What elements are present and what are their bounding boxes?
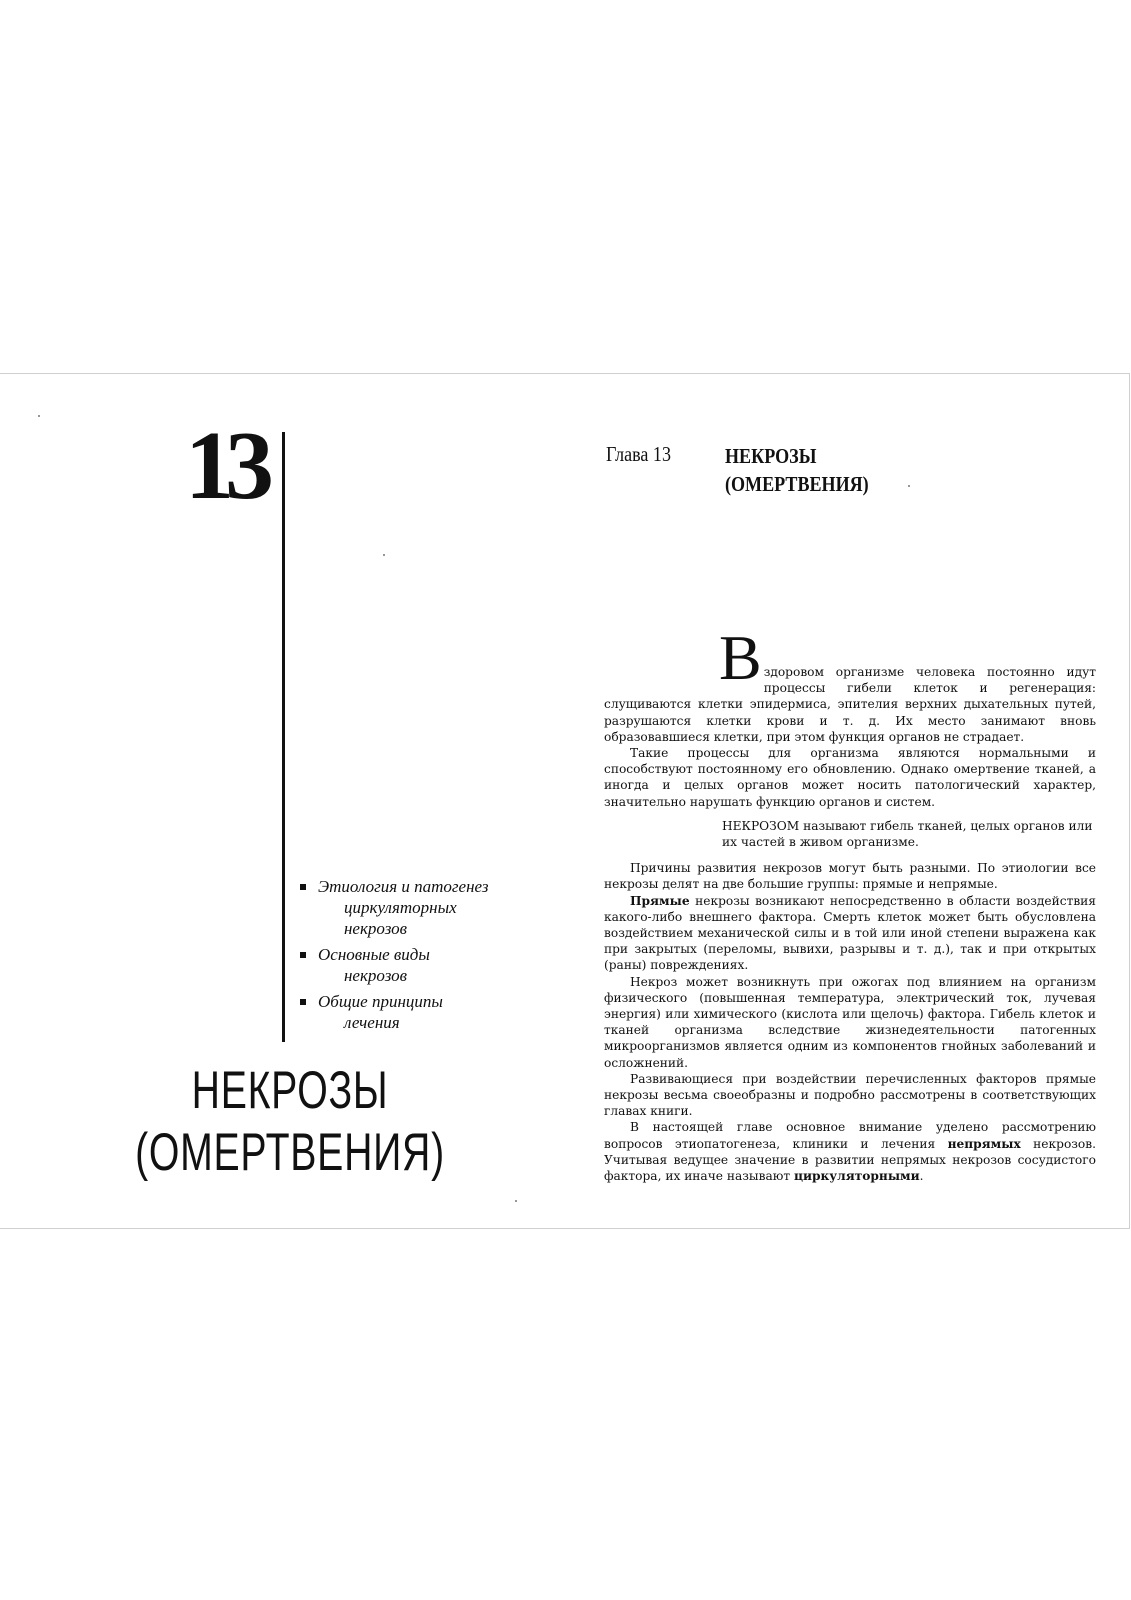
- bullet-icon: [300, 884, 306, 890]
- topic-item: [300, 991, 545, 1033]
- heading-line1: НЕКРОЗЫ: [725, 444, 817, 468]
- big-title-line1: НЕКРОЗЫ: [191, 1061, 389, 1120]
- topic-continuation: некрозов: [344, 919, 407, 938]
- chapter-body: [604, 622, 1096, 1184]
- scan-speck: [515, 1200, 517, 1202]
- topic-item: [300, 944, 545, 986]
- chapter-heading: [725, 442, 869, 498]
- big-title-line2: (ОМЕРТВЕНИЯ): [135, 1123, 445, 1182]
- paragraph: [604, 893, 1096, 974]
- topic-first-line: Основные виды: [318, 945, 430, 964]
- paragraph-text: .: [919, 1169, 924, 1184]
- paragraph-text: В настоящей главе основное внимание уделено рассмотрению вопросов этиопатогенеза, клиники и лечения: [604, 1120, 1096, 1151]
- paragraph: Развивающиеся при воздействии перечисленных факторов прямые некрозы весьма своеобразны и подробно рассмотрены в соответствующих главах книги.: [604, 1071, 1096, 1119]
- bullet-icon: [300, 999, 306, 1005]
- paragraph-text: некрозы возникают непосредственно в области воздействия какого-либо внешнего фактора. Смерть клеток может быть обусловлена воздействием механической силы и в той или иной степени выражена как при закрытых (переломы, вывихи, разрывы и т. д.), так и при открытых (раны) повреждениях.: [604, 893, 1096, 973]
- paragraph: [604, 1119, 1096, 1184]
- bullet-icon: [300, 952, 306, 958]
- bold-term: непрямых: [947, 1136, 1021, 1151]
- scan-speck: [383, 554, 385, 556]
- paragraph: Такие процессы для организма являются нормальными и способствуют постоянному его обновлению. Однако омертвение тканей, а иногда и целых органов может носить патологический характер, значительно нарушать функцию органов и систем.: [604, 746, 1096, 809]
- chapter-label: Глава 13: [606, 442, 671, 466]
- heading-line2: (ОМЕРТВЕНИЯ): [725, 472, 869, 496]
- chapter-number: 13: [185, 412, 265, 520]
- vertical-rule: [282, 432, 285, 1042]
- paragraph-intro: [604, 622, 1096, 745]
- scan-speck: [38, 415, 40, 417]
- chapter-big-title: [135, 1060, 446, 1184]
- chapter-topics-list: [300, 876, 545, 1038]
- drop-cap: В: [719, 622, 762, 693]
- topic-continuation: лечения: [344, 1013, 400, 1032]
- topic-first-line: Общие принципы: [318, 992, 443, 1011]
- scan-speck: [908, 485, 910, 487]
- paragraph: Некроз может возникнуть при ожогах под влиянием на организм физического (повышенная температура, электрический ток, лучевая энергия) или химического (кислота или щелочь) фактора. Гибель клеток и тканей организма вследствие жизнедеятельности патогенных микроорганизмов является одним из компонентов гнойных заболеваний и осложнений.: [604, 974, 1096, 1070]
- paragraph-intro-text: здоровом организме человека постоянно идут процессы гибели клеток и регенерация: слущиваются клетки эпидермиса, эпителия верхних дыхательных путей, разрушаются клетки крови и т. д. Их место занимают вновь образовавшиеся клетки, при этом функция органов не страдает.: [604, 665, 1096, 744]
- paragraph: Причины развития некрозов могут быть разными. По этиологии все некрозы делят на две большие группы: прямые и непрямые.: [604, 861, 1096, 892]
- definition-block: НЕКРОЗОМ называют гибель тканей, целых органов или их частей в живом организме.: [722, 818, 1093, 850]
- topic-item: [300, 876, 545, 939]
- topic-continuation: некрозов: [344, 966, 407, 985]
- topic-first-line: Этиология и патогенез: [318, 877, 489, 896]
- bold-term: Прямые: [630, 893, 690, 908]
- paragraph-text: некрозов. Учитывая ведущее значение в развитии непрямых некрозов сосудистого фактора, их иначе называют: [604, 1136, 1096, 1184]
- topic-continuation: циркуляторных: [344, 898, 457, 917]
- bold-term: циркуляторными: [793, 1169, 920, 1184]
